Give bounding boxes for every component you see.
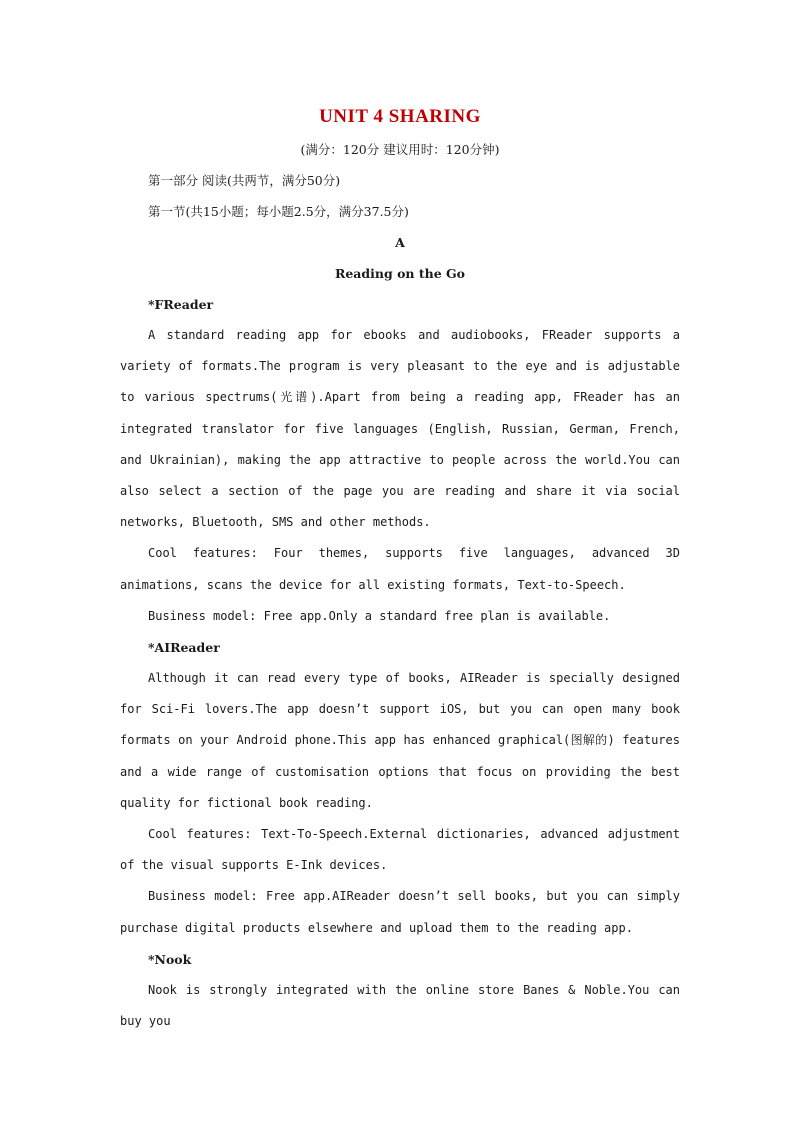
freader-features: Cool features: Four themes, supports five languages, advanced 3D animations, scans the device for all existing formats, Text-to-Speech.	[120, 546, 680, 592]
document-page	[120, 100, 680, 1037]
aireader-business-model: Business model: Free app.AIReader doesn’t sell books, but you can simply purchase digital products elsewhere and upload them to the reading app.	[120, 889, 680, 935]
part-heading: 第一部分 阅读(共两节，满分50分)	[148, 173, 341, 188]
exam-meta: (满分：120分 建议用时：120分钟)	[300, 142, 500, 157]
app-heading-aireader: *AIReader	[148, 640, 220, 656]
freader-description: A standard reading app for ebooks and audiobooks, FReader supports a variety of formats.The program is very pleasant to the eye and is adjustable to various spectrums(光谱).Apart from being a reading app, FReader has an integrated translator for five languages (English, Russian, German, French, and Ukrainian), making the app attractive to people across the world.You can also select a section of the page you are reading and share it via social networks, Bluetooth, SMS and other methods.	[120, 328, 680, 530]
aireader-features: Cool features: Text-To-Speech.External dictionaries, advanced adjustment of the visual supports E-Ink devices.	[120, 827, 680, 873]
nook-description: Nook is strongly integrated with the online store Banes & Noble.You can buy you	[120, 982, 680, 1029]
app-heading-freader: *FReader	[148, 297, 214, 312]
unit-title: UNIT 4 SHARING	[319, 106, 481, 127]
aireader-description: Although it can read every type of books, AIReader is specially designed for Sci-Fi lovers.The app doesn’t support iOS, but you can open many book formats on your Android phone.This app has enhanced graphical(图解的) features and a wide range of customisation options that focus on providing the best quality for fictional book reading.	[120, 671, 680, 810]
app-heading-nook: *Nook	[148, 951, 192, 967]
passage-letter: A	[395, 235, 405, 250]
passage-title: Reading on the Go	[334, 266, 466, 281]
section-heading: 第一节(共15小题；每小题2.5分，满分37.5分)	[148, 204, 409, 219]
freader-business-model: Business model: Free app.Only a standard free plan is available.	[148, 608, 611, 623]
